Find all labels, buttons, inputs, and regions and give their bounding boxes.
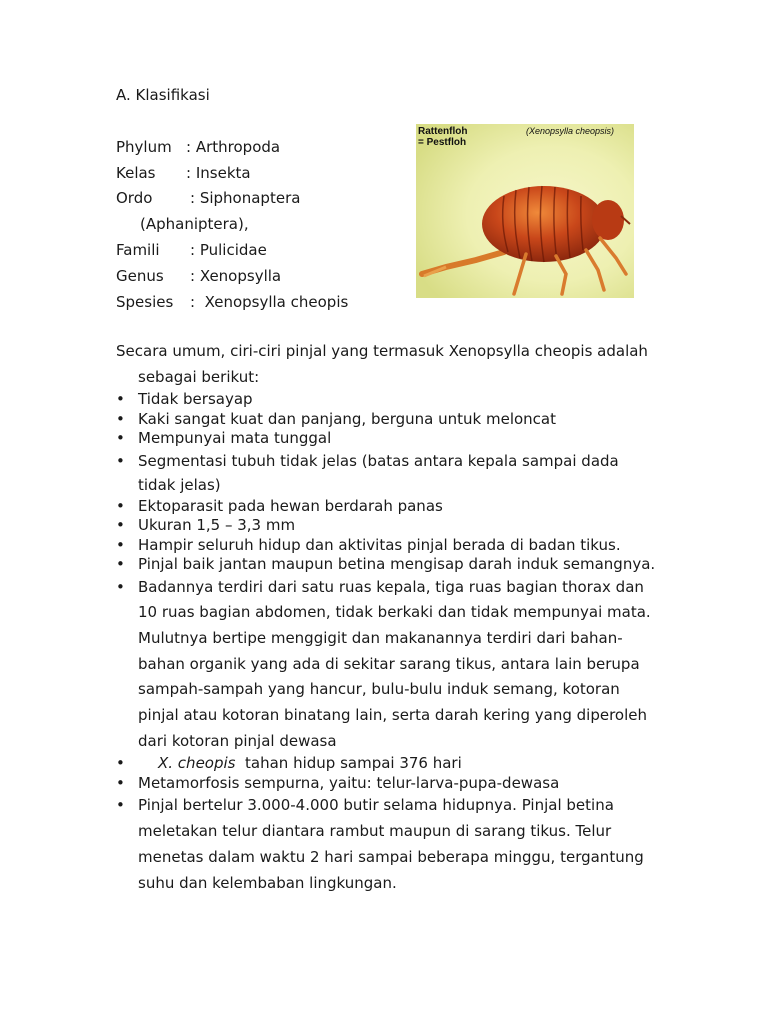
list-item: • Metamorfosis sempurna, yaitu: telur-larva-pupa-dewasa bbox=[116, 773, 560, 792]
bullet-icon: • bbox=[116, 390, 125, 408]
bullet-icon: • bbox=[116, 496, 125, 515]
bullet-icon: • bbox=[116, 409, 125, 428]
list-item: • Mempunyai mata tunggal bbox=[116, 429, 332, 447]
classification-key: Famili bbox=[116, 241, 160, 259]
classification-value: Xenopsylla bbox=[199, 267, 282, 285]
classification-row bbox=[116, 137, 280, 157]
figure-label-left-2: = Pestfloh bbox=[418, 137, 467, 148]
classification-row bbox=[116, 188, 300, 208]
list-item: • Tidak bersayap bbox=[116, 390, 253, 408]
classification-key: Phylum bbox=[116, 138, 172, 156]
list-item: • Segmentasi tubuh tidak jelas (batas antara kepala sampai dada tidak jelas) bbox=[116, 449, 658, 497]
figure-label-right: (Xenopsylla cheopsis) bbox=[526, 126, 615, 136]
figure-label-left-1: Rattenfloh bbox=[418, 126, 468, 137]
intro-line: Secara umum, ciri-ciri pinjal yang termasuk Xenopsylla cheopis adalah bbox=[116, 342, 648, 360]
list-item: • Badannya terdiri dari satu ruas kepala, tiga ruas bagian thorax dan 10 ruas bagian abdomen, tidak berkaki dan tidak mempunyai mata. Mulutnya bertipe menggigit dan makanannya terdiri dari bahan-bahan organik yang ada di sekitar sarang tikus, antara lain berupa sampah-sampah yang hancur, bulu-bulu induk semang, kotoran pinjal atau kotoran binatang lain, serta darah kering yang diperoleh dari kotoran pinjal dewasa bbox=[116, 575, 656, 755]
bullet-icon: • bbox=[116, 754, 125, 773]
flea-illustration bbox=[416, 124, 634, 298]
list-item: • Ektoparasit pada hewan berdarah panas bbox=[116, 496, 443, 515]
flea-drawing bbox=[416, 124, 634, 298]
bullet-icon: • bbox=[116, 451, 125, 470]
classification-row bbox=[140, 214, 249, 234]
classification-sep: : bbox=[190, 241, 196, 259]
list-item: • Kaki sangat kuat dan panjang, berguna untuk meloncat bbox=[116, 409, 556, 428]
section-heading: A. Klasifikasi bbox=[116, 86, 210, 104]
classification-sep: : bbox=[190, 293, 196, 311]
list-item: • Pinjal bertelur 3.000-4.000 butir selama hidupnya. Pinjal betina meletakan telur diantara rambut maupun di sarang tikus. Telur menetas dalam waktu 2 hari sampai beberapa minggu, tergantung suhu dan kelembaban lingkungan. bbox=[116, 793, 658, 896]
classification-sep: : bbox=[190, 267, 196, 285]
classification-key: Kelas bbox=[116, 164, 156, 182]
bullet-icon: • bbox=[116, 773, 125, 792]
intro-paragraph bbox=[116, 338, 716, 390]
classification-sep: : bbox=[190, 189, 196, 207]
classification-value: Pulicidae bbox=[199, 241, 267, 259]
bullet-icon: • bbox=[116, 555, 125, 573]
characteristics-list bbox=[116, 390, 696, 896]
classification-key: Spesies bbox=[116, 293, 174, 311]
classification-key: Ordo bbox=[116, 189, 153, 207]
classification-value: Siphonaptera bbox=[199, 189, 301, 207]
list-item: • Pinjal baik jantan maupun betina mengisap darah induk semangnya. bbox=[116, 555, 656, 573]
bullet-icon: • bbox=[116, 577, 125, 596]
list-item: • X. cheopis tahan hidup sampai 376 hari bbox=[116, 754, 462, 773]
classification-row bbox=[116, 292, 348, 312]
classification-value: Arthropoda bbox=[195, 138, 281, 156]
classification-sep: : bbox=[186, 138, 192, 156]
bullet-icon: • bbox=[116, 516, 125, 534]
classification-row bbox=[116, 266, 281, 286]
classification-sep: : bbox=[186, 164, 192, 182]
intro-line: sebagai berikut: bbox=[138, 368, 260, 386]
classification-value: Xenopsylla cheopis bbox=[204, 293, 349, 311]
classification-value: Insekta bbox=[195, 164, 251, 182]
classification-row bbox=[116, 240, 267, 260]
list-item: • Hampir seluruh hidup dan aktivitas pinjal berada di badan tikus. bbox=[116, 535, 621, 554]
list-item: • Ukuran 1,5 – 3,3 mm bbox=[116, 516, 296, 534]
classification-row bbox=[116, 163, 251, 183]
bullet-icon: • bbox=[116, 535, 125, 554]
bullet-icon: • bbox=[116, 796, 125, 815]
bullet-icon: • bbox=[116, 429, 125, 447]
classification-value: (Aphaniptera), bbox=[140, 215, 249, 233]
classification-key: Genus bbox=[116, 267, 164, 285]
